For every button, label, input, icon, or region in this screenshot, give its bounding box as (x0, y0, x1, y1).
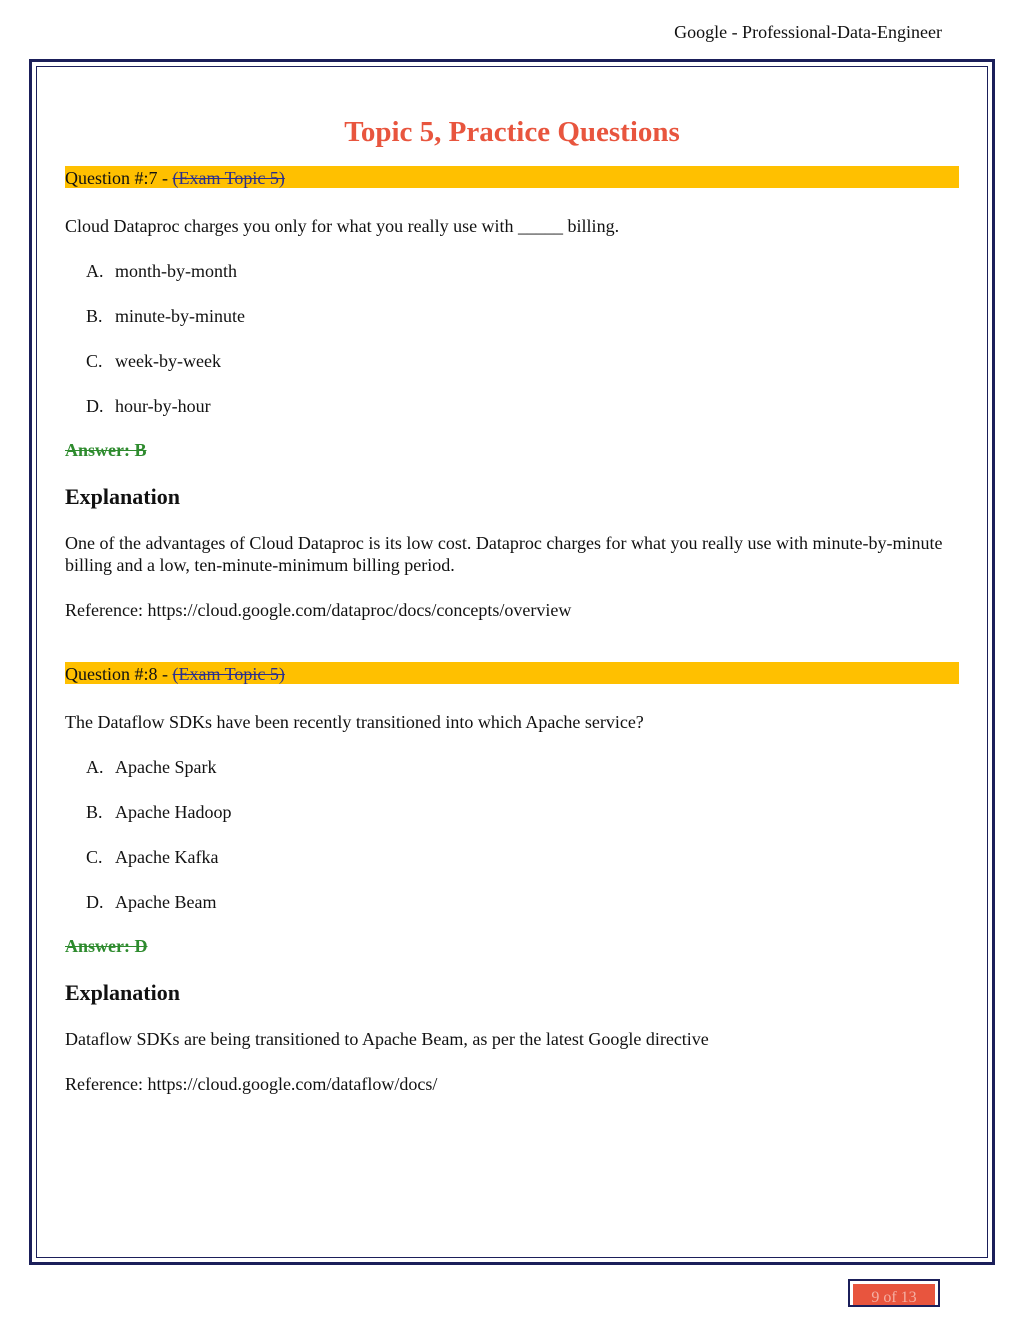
option-text: Apache Spark (115, 757, 217, 777)
question-7-explanation-heading: Explanation (65, 484, 180, 509)
question-8-topic-link[interactable]: (Exam Topic 5) (172, 664, 285, 684)
option-letter: C. (86, 847, 103, 867)
question-8-label: Question #:8 - (65, 664, 173, 684)
question-7-option-b (86, 305, 245, 327)
question-7-explanation: One of the advantages of Cloud Dataproc is its low cost. Dataproc charges for what you really use with minute-by-minute billing and a low, ten-minute-minimum billing period. (65, 533, 943, 575)
question-8-option-c (86, 846, 218, 868)
option-text: minute-by-minute (115, 306, 245, 326)
question-7-option-a (86, 260, 237, 282)
question-7-topic-link[interactable]: (Exam Topic 5) (172, 168, 285, 188)
question-8-option-d (86, 891, 216, 913)
question-7-text: Cloud Dataproc charges you only for what you really use with _____ billing. (65, 216, 620, 236)
option-letter: C. (86, 351, 103, 371)
question-8-option-a (86, 756, 216, 778)
page-number-box (848, 1279, 940, 1307)
option-letter: A. (86, 261, 104, 281)
document-header: Google - Professional-Data-Engineer (674, 22, 942, 42)
option-text: Apache Hadoop (115, 802, 232, 822)
question-7-option-c (86, 350, 221, 372)
question-7-header (65, 166, 959, 188)
question-8-header (65, 662, 959, 684)
page-title: Topic 5, Practice Questions (344, 116, 680, 148)
page-number: 9 of 13 (853, 1284, 935, 1305)
question-7-option-d (86, 395, 211, 417)
option-letter: D. (86, 892, 104, 912)
option-text: hour-by-hour (115, 396, 211, 416)
question-8-reference: Reference: https://cloud.google.com/dataflow/docs/ (65, 1074, 438, 1094)
question-7-reference: Reference: https://cloud.google.com/dataproc/docs/concepts/overview (65, 600, 572, 620)
question-8-option-b (86, 801, 231, 823)
option-letter: A. (86, 757, 104, 777)
question-8-answer: Answer: D (65, 936, 148, 956)
option-text: month-by-month (115, 261, 237, 281)
option-letter: B. (86, 306, 103, 326)
question-8-explanation-heading: Explanation (65, 980, 180, 1005)
question-8-explanation: Dataflow SDKs are being transitioned to Apache Beam, as per the latest Google directive (65, 1029, 709, 1049)
question-8-text: The Dataflow SDKs have been recently transitioned into which Apache service? (65, 712, 644, 732)
question-7-answer: Answer: B (65, 440, 147, 460)
option-text: week-by-week (115, 351, 221, 371)
option-letter: B. (86, 802, 103, 822)
option-text: Apache Beam (115, 892, 217, 912)
option-letter: D. (86, 396, 104, 416)
option-text: Apache Kafka (115, 847, 219, 867)
question-7-label: Question #:7 - (65, 168, 173, 188)
